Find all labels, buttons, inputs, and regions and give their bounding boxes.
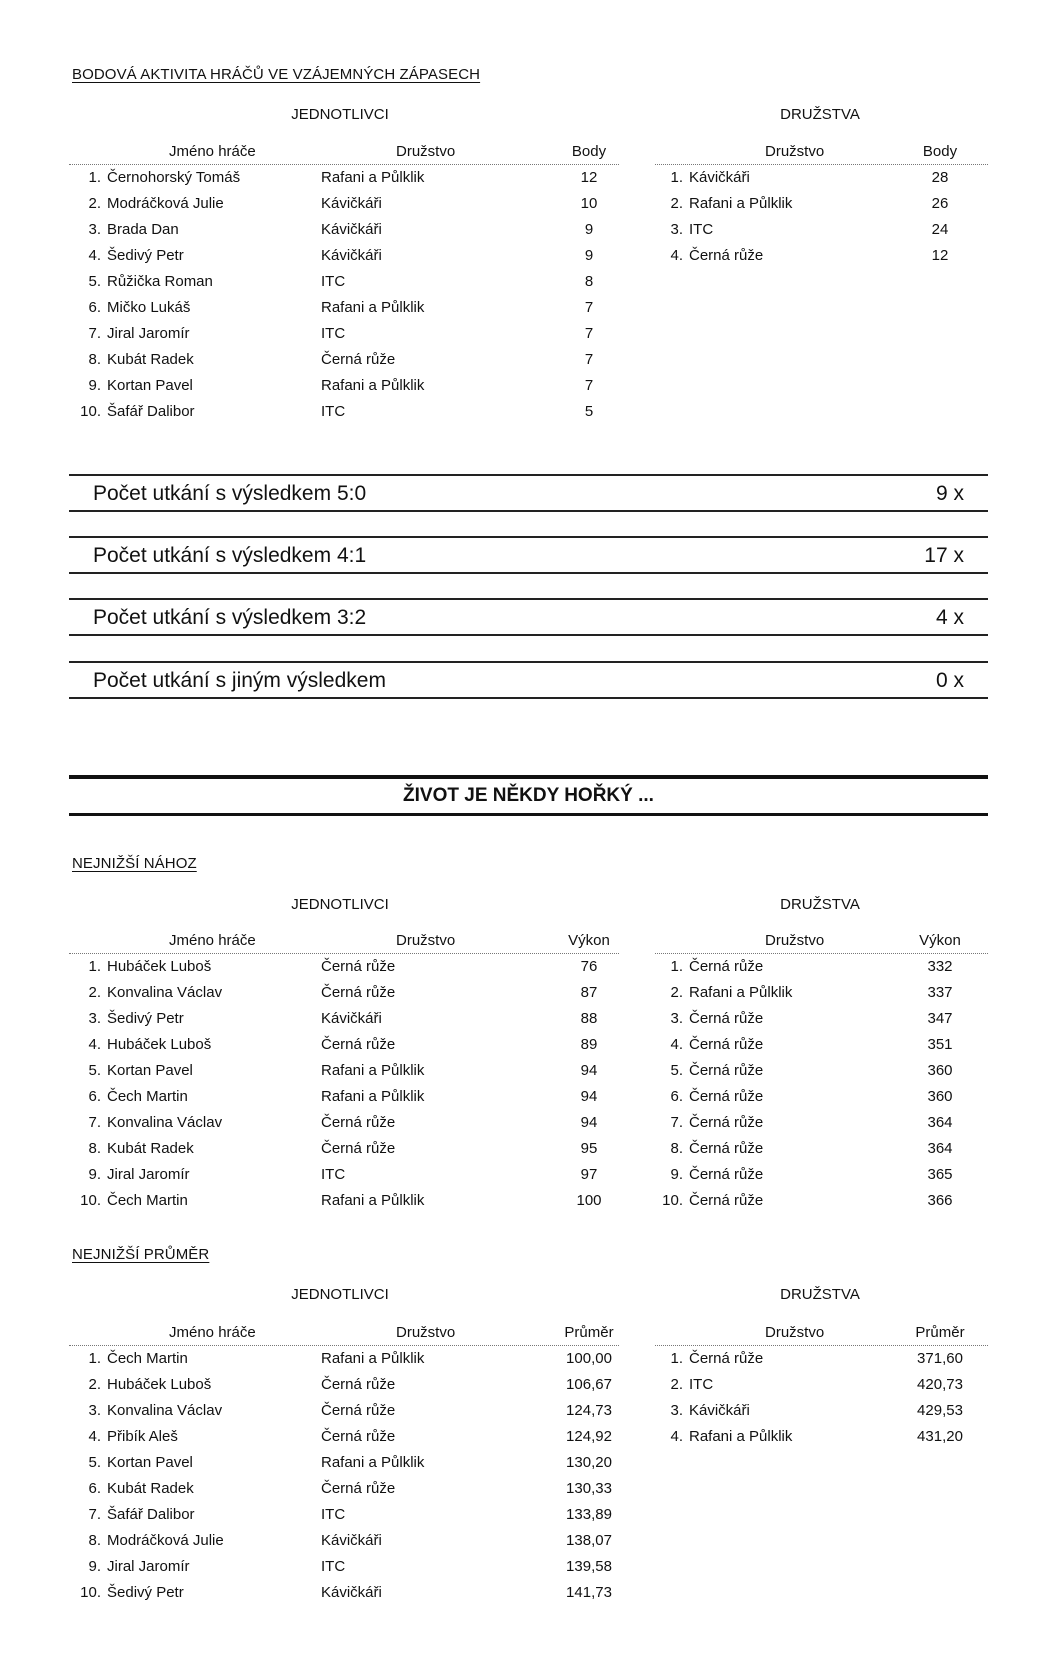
teams-lowest-throw-table [655, 932, 988, 1214]
cell-value: 10 [580, 195, 598, 212]
col-header-name: Jméno hráče [169, 1324, 256, 1341]
table-row [69, 1580, 619, 1606]
cell-rank: 2. [88, 984, 101, 1001]
table-row [69, 1554, 619, 1580]
cell-rank: 4. [670, 1036, 683, 1053]
individuals-lowest-throw-table [69, 932, 619, 1214]
cell-player-name: Kortan Pavel [107, 1062, 193, 1079]
cell-team-name: ITC [321, 1558, 346, 1575]
cell-value: 138,07 [566, 1532, 612, 1549]
cell-team-name: ITC [321, 1166, 346, 1183]
cell-team-name: Rafani a Půlklik [321, 377, 425, 394]
table-header [69, 143, 619, 165]
col-header-team: Družstvo [396, 932, 456, 949]
cell-value: 28 [931, 169, 949, 186]
cell-rank: 1. [88, 169, 101, 186]
cell-value: 94 [580, 1114, 598, 1131]
cell-value: 360 [927, 1088, 953, 1105]
table-row [69, 165, 619, 191]
cell-team-name: Černá růže [321, 1140, 396, 1157]
result-5-0 [69, 474, 988, 512]
table-row [655, 217, 988, 243]
table-row [69, 954, 619, 980]
cell-value: 89 [580, 1036, 598, 1053]
table-row [69, 1398, 619, 1424]
col-header-average: Průměr [564, 1324, 614, 1341]
cell-player-name: Hubáček Luboš [107, 958, 212, 975]
result-label: Počet utkání s výsledkem 4:1 [93, 544, 367, 567]
cell-value: 7 [584, 377, 594, 394]
col-header-team: Družstvo [765, 932, 825, 949]
table-row [69, 1188, 619, 1214]
cell-value: 429,53 [917, 1402, 963, 1419]
cell-team-name: ITC [321, 325, 346, 342]
cell-value: 106,67 [566, 1376, 612, 1393]
teams-caption: DRUŽSTVA [780, 1286, 860, 1303]
cell-value: 332 [927, 958, 953, 975]
cell-team-name: Rafani a Půlklik [689, 984, 793, 1001]
cell-rank: 3. [88, 221, 101, 238]
cell-value: 9 [584, 221, 594, 238]
table-row [655, 1136, 988, 1162]
cell-team-name: ITC [689, 1376, 714, 1393]
col-header-average: Průměr [915, 1324, 965, 1341]
cell-team-name: Černá růže [321, 1036, 396, 1053]
cell-rank: 7. [88, 1114, 101, 1131]
col-header-team: Družstvo [396, 1324, 456, 1341]
table-row [69, 980, 619, 1006]
cell-rank: 3. [670, 221, 683, 238]
cell-rank: 5. [88, 1062, 101, 1079]
table-row [655, 191, 988, 217]
cell-rank: 4. [670, 1428, 683, 1445]
table-row [69, 243, 619, 269]
cell-team-name: Kávičkáři [689, 1402, 750, 1419]
table-row [69, 217, 619, 243]
cell-team-name: Kávičkáři [689, 169, 750, 186]
table-row [655, 1006, 988, 1032]
cell-rank: 1. [670, 169, 683, 186]
cell-team-name: Kávičkáři [321, 1532, 382, 1549]
table-row [655, 980, 988, 1006]
cell-player-name: Černohorský Tomáš [107, 169, 241, 186]
table-row [655, 1110, 988, 1136]
cell-rank: 9. [88, 377, 101, 394]
result-3-2 [69, 598, 988, 636]
table-row [69, 373, 619, 399]
cell-value: 431,20 [917, 1428, 963, 1445]
cell-rank: 5. [88, 273, 101, 290]
cell-value: 130,33 [566, 1480, 612, 1497]
cell-team-name: Černá růže [689, 1166, 764, 1183]
table-row [69, 1424, 619, 1450]
cell-team-name: Rafani a Půlklik [321, 299, 425, 316]
cell-value: 347 [927, 1010, 953, 1027]
table-row [69, 1476, 619, 1502]
cell-player-name: Kortan Pavel [107, 377, 193, 394]
table-row [69, 1528, 619, 1554]
cell-team-name: Rafani a Půlklik [321, 1088, 425, 1105]
individuals-caption: JEDNOTLIVCI [291, 1286, 389, 1303]
cell-rank: 2. [88, 195, 101, 212]
cell-rank: 10. [662, 1192, 683, 1209]
table-row [655, 1032, 988, 1058]
cell-team-name: Rafani a Půlklik [321, 1062, 425, 1079]
cell-rank: 3. [670, 1402, 683, 1419]
cell-team-name: Rafani a Půlklik [321, 1454, 425, 1471]
cell-team-name: Černá růže [689, 1062, 764, 1079]
col-header-name: Jméno hráče [169, 932, 256, 949]
cell-team-name: Černá růže [321, 1428, 396, 1445]
cell-team-name: Černá růže [689, 1036, 764, 1053]
cell-rank: 8. [88, 1532, 101, 1549]
cell-value: 88 [580, 1010, 598, 1027]
result-label: Počet utkání s výsledkem 3:2 [93, 606, 367, 629]
cell-rank: 4. [88, 1428, 101, 1445]
cell-team-name: Černá růže [689, 1010, 764, 1027]
col-header-team: Družstvo [396, 143, 456, 160]
individuals-points-table [69, 143, 619, 425]
table-row [655, 1162, 988, 1188]
cell-rank: 6. [88, 1480, 101, 1497]
cell-value: 351 [927, 1036, 953, 1053]
cell-player-name: Čech Martin [107, 1350, 188, 1367]
cell-value: 5 [584, 403, 594, 420]
cell-rank: 2. [670, 1376, 683, 1393]
cell-player-name: Kubát Radek [107, 1480, 194, 1497]
table-header [69, 932, 619, 954]
section-title-lowest-throw: NEJNIŽŠÍ NÁHOZ [72, 855, 197, 872]
cell-value: 9 [584, 247, 594, 264]
table-header [655, 932, 988, 954]
cell-rank: 10. [80, 1192, 101, 1209]
table-header [655, 143, 988, 165]
cell-team-name: Černá růže [689, 1088, 764, 1105]
table-row [655, 243, 988, 269]
cell-player-name: Jiral Jaromír [107, 1558, 190, 1575]
cell-rank: 1. [670, 1350, 683, 1367]
table-row [69, 1346, 619, 1372]
table-row [69, 1110, 619, 1136]
cell-team-name: Kávičkáři [321, 221, 382, 238]
cell-value: 95 [580, 1140, 598, 1157]
banner-heading: ŽIVOT JE NĚKDY HOŘKÝ ... [69, 775, 988, 816]
cell-value: 364 [927, 1140, 953, 1157]
col-header-team: Družstvo [765, 1324, 825, 1341]
result-count: 4 x [935, 606, 964, 629]
table-header [655, 1324, 988, 1346]
cell-value: 97 [580, 1166, 598, 1183]
table-row [655, 1424, 988, 1450]
table-row [69, 1372, 619, 1398]
table-row [69, 399, 619, 425]
table-row [655, 1058, 988, 1084]
cell-rank: 6. [88, 299, 101, 316]
table-row [69, 1502, 619, 1528]
col-header-score: Výkon [568, 932, 610, 949]
cell-team-name: Černá růže [321, 1114, 396, 1131]
cell-player-name: Přibík Aleš [107, 1428, 178, 1445]
result-count: 17 x [924, 544, 964, 567]
table-row [69, 1032, 619, 1058]
cell-team-name: Černá růže [689, 1350, 764, 1367]
cell-value: 337 [927, 984, 953, 1001]
cell-player-name: Mičko Lukáš [107, 299, 191, 316]
cell-player-name: Konvalina Václav [107, 1402, 223, 1419]
cell-rank: 7. [88, 325, 101, 342]
cell-rank: 2. [670, 195, 683, 212]
cell-rank: 10. [80, 403, 101, 420]
individuals-lowest-average-table [69, 1324, 619, 1606]
cell-value: 100,00 [566, 1350, 612, 1367]
cell-player-name: Modráčková Julie [107, 195, 224, 212]
cell-team-name: Černá růže [321, 984, 396, 1001]
cell-team-name: Kávičkáři [321, 247, 382, 264]
cell-rank: 3. [670, 1010, 683, 1027]
cell-player-name: Šedivý Petr [107, 1010, 184, 1027]
cell-value: 76 [580, 958, 598, 975]
cell-team-name: Černá růže [689, 1114, 764, 1131]
cell-rank: 3. [88, 1010, 101, 1027]
cell-value: 360 [927, 1062, 953, 1079]
cell-rank: 5. [88, 1454, 101, 1471]
cell-team-name: Černá růže [321, 1480, 396, 1497]
cell-value: 7 [584, 325, 594, 342]
cell-rank: 2. [670, 984, 683, 1001]
cell-rank: 10. [80, 1584, 101, 1601]
cell-team-name: Kávičkáři [321, 1584, 382, 1601]
cell-team-name: ITC [321, 1506, 346, 1523]
cell-rank: 8. [88, 351, 101, 368]
cell-value: 7 [584, 351, 594, 368]
cell-value: 371,60 [917, 1350, 963, 1367]
col-header-name: Jméno hráče [169, 143, 256, 160]
table-row [69, 1162, 619, 1188]
cell-rank: 2. [88, 1376, 101, 1393]
cell-value: 139,58 [566, 1558, 612, 1575]
table-row [655, 954, 988, 980]
table-row [655, 1398, 988, 1424]
col-header-score: Výkon [919, 932, 961, 949]
cell-player-name: Konvalina Václav [107, 984, 223, 1001]
cell-value: 26 [931, 195, 949, 212]
cell-team-name: ITC [321, 273, 346, 290]
section-title-lowest-average: NEJNIŽŠÍ PRŮMĚR [72, 1246, 210, 1263]
cell-rank: 5. [670, 1062, 683, 1079]
cell-value: 94 [580, 1088, 598, 1105]
cell-team-name: Černá růže [321, 1402, 396, 1419]
cell-player-name: Šedivý Petr [107, 1584, 184, 1601]
table-row [655, 165, 988, 191]
result-count: 0 x [935, 669, 964, 692]
cell-value: 364 [927, 1114, 953, 1131]
table-row [69, 191, 619, 217]
cell-team-name: Černá růže [689, 1192, 764, 1209]
cell-rank: 4. [88, 247, 101, 264]
cell-rank: 8. [88, 1140, 101, 1157]
cell-team-name: Rafani a Půlklik [321, 169, 425, 186]
table-row [69, 1450, 619, 1476]
cell-team-name: Černá růže [689, 958, 764, 975]
cell-player-name: Brada Dan [107, 221, 179, 238]
cell-value: 141,73 [566, 1584, 612, 1601]
table-row [655, 1372, 988, 1398]
cell-rank: 9. [88, 1558, 101, 1575]
cell-value: 12 [931, 247, 949, 264]
cell-player-name: Čech Martin [107, 1192, 188, 1209]
table-row [655, 1346, 988, 1372]
cell-player-name: Šedivý Petr [107, 247, 184, 264]
cell-player-name: Konvalina Václav [107, 1114, 223, 1131]
individuals-caption: JEDNOTLIVCI [291, 896, 389, 913]
cell-player-name: Jiral Jaromír [107, 325, 190, 342]
individuals-caption: JEDNOTLIVCI [291, 106, 389, 123]
cell-team-name: Kávičkáři [321, 1010, 382, 1027]
cell-team-name: Černá růže [689, 1140, 764, 1157]
cell-rank: 6. [670, 1088, 683, 1105]
cell-player-name: Šafář Dalibor [107, 1506, 195, 1523]
cell-player-name: Růžička Roman [107, 273, 213, 290]
cell-rank: 9. [670, 1166, 683, 1183]
col-header-points: Body [922, 143, 958, 160]
cell-team-name: Rafani a Půlklik [321, 1350, 425, 1367]
section-title-points: BODOVÁ AKTIVITA HRÁČŮ VE VZÁJEMNÝCH ZÁPASECH [72, 66, 481, 83]
cell-player-name: Kortan Pavel [107, 1454, 193, 1471]
cell-player-name: Hubáček Luboš [107, 1036, 212, 1053]
cell-team-name: ITC [689, 221, 714, 238]
cell-rank: 7. [670, 1114, 683, 1131]
table-row [69, 347, 619, 373]
cell-rank: 7. [88, 1506, 101, 1523]
cell-player-name: Hubáček Luboš [107, 1376, 212, 1393]
cell-value: 124,73 [566, 1402, 612, 1419]
col-header-team: Družstvo [765, 143, 825, 160]
cell-value: 124,92 [566, 1428, 612, 1445]
cell-rank: 9. [88, 1166, 101, 1183]
cell-value: 94 [580, 1062, 598, 1079]
result-count: 9 x [935, 482, 964, 505]
cell-team-name: Rafani a Půlklik [689, 195, 793, 212]
result-other [69, 661, 988, 699]
cell-rank: 6. [88, 1088, 101, 1105]
cell-rank: 8. [670, 1140, 683, 1157]
cell-player-name: Šafář Dalibor [107, 403, 195, 420]
cell-value: 24 [931, 221, 949, 238]
cell-team-name: Černá růže [321, 351, 396, 368]
cell-team-name: Kávičkáři [321, 195, 382, 212]
teams-caption: DRUŽSTVA [780, 106, 860, 123]
cell-value: 100 [576, 1192, 602, 1209]
cell-rank: 4. [88, 1036, 101, 1053]
cell-value: 420,73 [917, 1376, 963, 1393]
cell-value: 365 [927, 1166, 953, 1183]
result-label: Počet utkání s výsledkem 5:0 [93, 482, 367, 505]
cell-value: 7 [584, 299, 594, 316]
cell-rank: 1. [88, 958, 101, 975]
table-row [69, 1084, 619, 1110]
cell-player-name: Jiral Jaromír [107, 1166, 190, 1183]
cell-team-name: Černá růže [321, 958, 396, 975]
table-row [69, 1136, 619, 1162]
table-row [655, 1084, 988, 1110]
cell-rank: 1. [670, 958, 683, 975]
cell-rank: 1. [88, 1350, 101, 1367]
cell-value: 12 [580, 169, 598, 186]
cell-player-name: Modráčková Julie [107, 1532, 224, 1549]
cell-value: 133,89 [566, 1506, 612, 1523]
teams-points-table [655, 143, 988, 269]
cell-team-name: ITC [321, 403, 346, 420]
cell-rank: 3. [88, 1402, 101, 1419]
table-row [69, 1058, 619, 1084]
cell-value: 8 [584, 273, 594, 290]
table-header [69, 1324, 619, 1346]
table-row [69, 321, 619, 347]
table-row [69, 269, 619, 295]
cell-value: 130,20 [566, 1454, 612, 1471]
table-row [655, 1188, 988, 1214]
teams-lowest-average-table [655, 1324, 988, 1450]
result-4-1 [69, 536, 988, 574]
cell-player-name: Kubát Radek [107, 351, 194, 368]
cell-team-name: Rafani a Půlklik [689, 1428, 793, 1445]
cell-value: 366 [927, 1192, 953, 1209]
cell-team-name: Černá růže [321, 1376, 396, 1393]
cell-rank: 4. [670, 247, 683, 264]
cell-player-name: Kubát Radek [107, 1140, 194, 1157]
cell-team-name: Rafani a Půlklik [321, 1192, 425, 1209]
cell-player-name: Čech Martin [107, 1088, 188, 1105]
cell-value: 87 [580, 984, 598, 1001]
col-header-points: Body [571, 143, 607, 160]
table-row [69, 1006, 619, 1032]
cell-team-name: Černá růže [689, 247, 764, 264]
table-row [69, 295, 619, 321]
teams-caption: DRUŽSTVA [780, 896, 860, 913]
result-label: Počet utkání s jiným výsledkem [93, 669, 386, 692]
